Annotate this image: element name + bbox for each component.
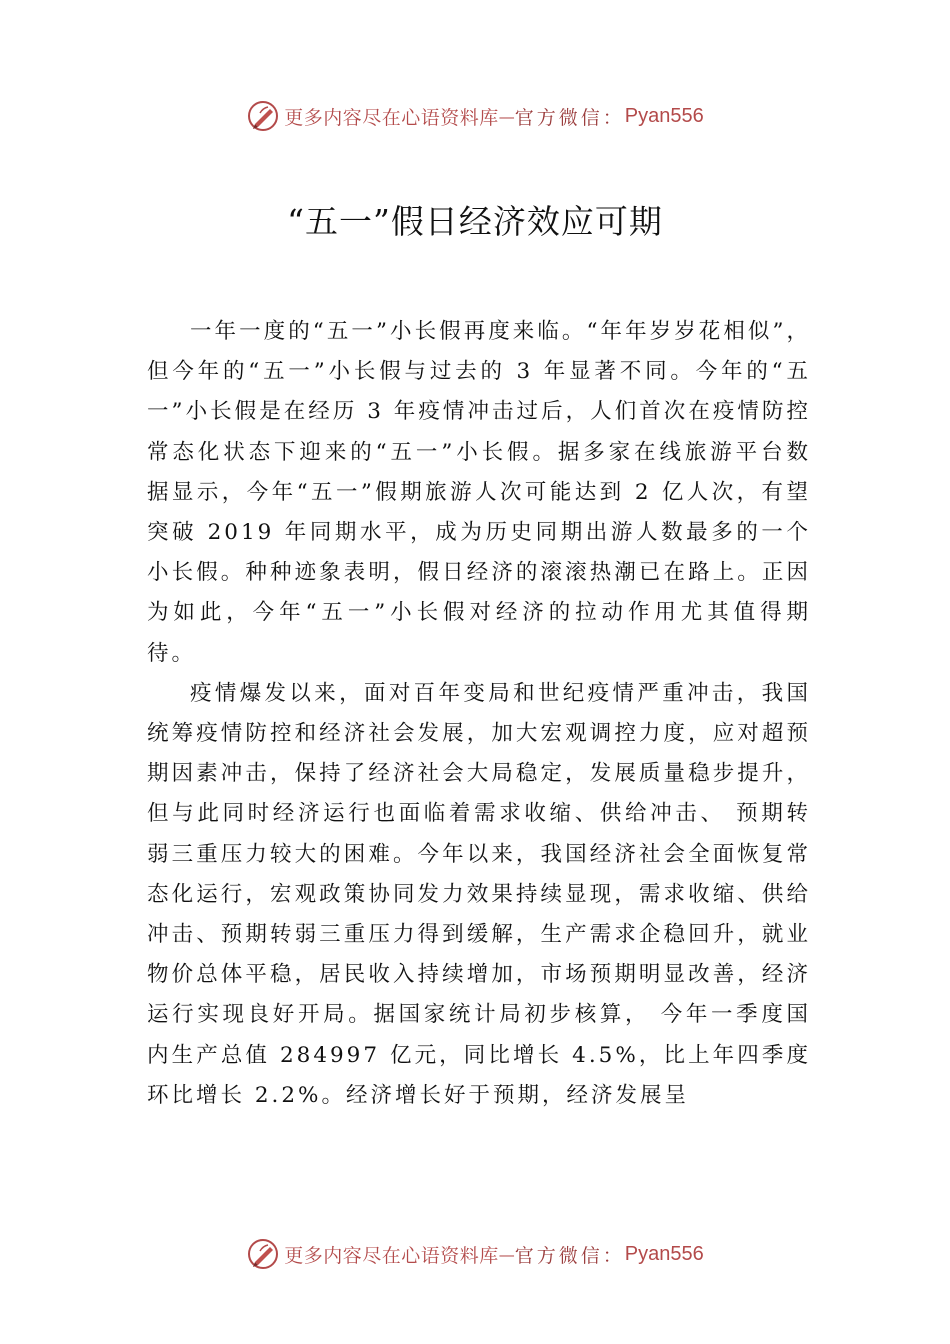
watermark-site-text: 更多内容尽在心语资料库 — [284, 106, 499, 129]
document-body — [147, 312, 811, 1116]
watermark-site-text: 更多内容尽在心语资料库 — [284, 1244, 499, 1267]
footer-watermark — [0, 1234, 950, 1274]
pen-logo-icon — [246, 99, 280, 133]
watermark-wechat-id: Pyan556 — [624, 104, 704, 127]
watermark-wechat-label: 官方微信： — [514, 106, 625, 129]
watermark-separator: — — [498, 106, 515, 126]
header-watermark — [0, 96, 950, 136]
watermark-wechat-label: 官方微信： — [514, 1244, 625, 1267]
document-title: “五一”假日经济效应可期 — [287, 202, 663, 241]
watermark-wechat-id: Pyan556 — [624, 1242, 704, 1265]
watermark-separator: — — [498, 1244, 515, 1264]
pen-logo-icon — [246, 1237, 280, 1271]
paragraph-2: 疫情爆发以来，面对百年变局和世纪疫情严重冲击，我国统筹疫情防控和经济社会发展，加大宏观调控力度，应对超预期因素冲击，保持了经济社会大局稳定，发展质量稳步提升，但与此同时经济运行也面临着需求收缩、供给冲击、 预期转弱三重压力较大的困难。今年以来，我国经济社会全面恢复常态化运行，宏观政策协同发力效果持续显现，需求收缩、供给冲击、预期转弱三重压力得到缓解，生产需求企稳回升，就业物价总体平稳，居民收入持续增加，市场预期明显改善，经济运行实现良好开局。据国家统计局初步核算， 今年一季度国内生产总值 284997 亿元，同比增长 4.5%，比上年四季度环比增长 2.2%。经济增长好于预期，经济发展呈 — [147, 680, 811, 1108]
paragraph-1: 一年一度的“五一”小长假再度来临。“年年岁岁花相似”，但今年的“五一”小长假与过去的 3 年显著不同。今年的“五一”小长假是在经历 3 年疫情冲击过后，人们首次在疫情防控常态化状态下迎来的“五一”小长假。据多家在线旅游平台数据显示，今年“五一”假期旅游人次可能达到 2 亿人次，有望突破 2019 年同期水平，成为历史同期出游人数最多的一个小长假。种种迹象表明，假日经济的滚滚热潮已在路上。正因为如此，今年“五一”小长假对经济的拉动作用尤其值得期待。 — [147, 319, 811, 666]
